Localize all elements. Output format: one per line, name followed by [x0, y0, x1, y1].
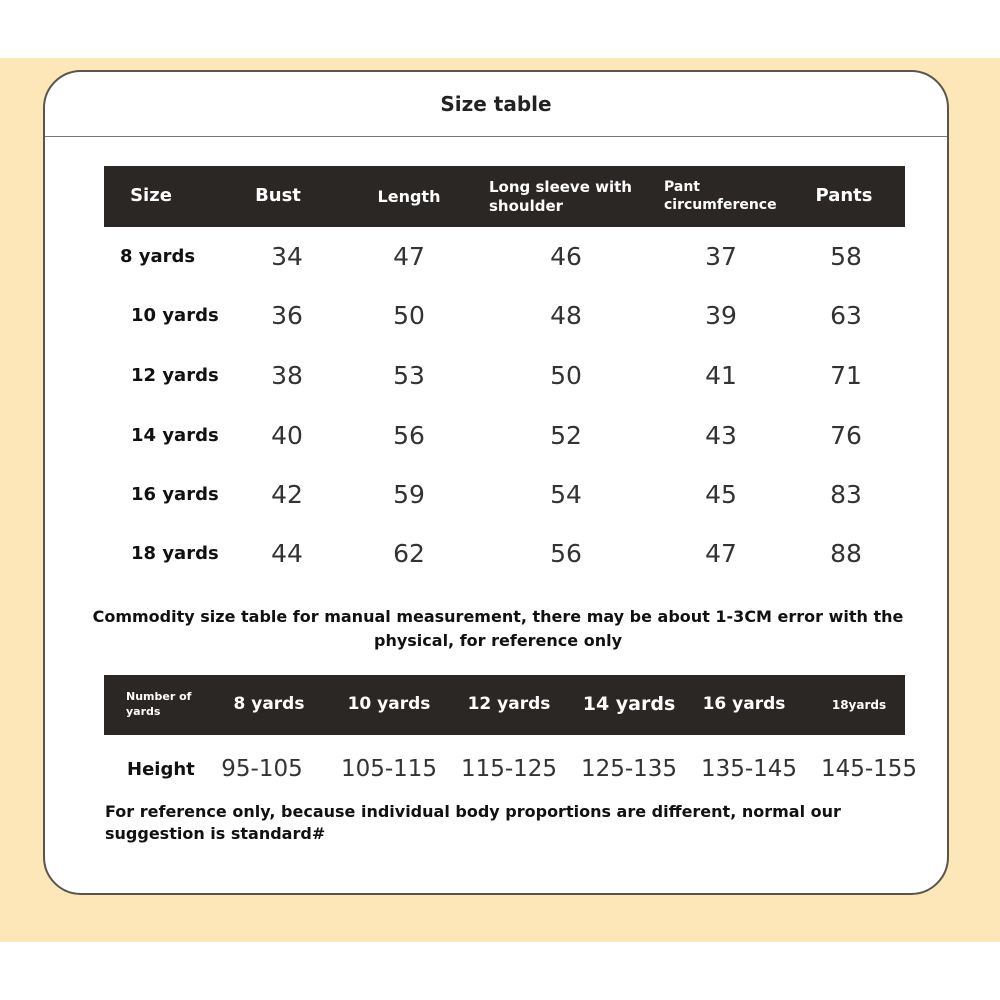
- table-row: [104, 474, 905, 514]
- cell-sleeve: 56: [550, 538, 582, 568]
- row-size-label: 8 yards: [120, 245, 196, 267]
- cell-pant-circumference: 47: [705, 538, 737, 568]
- table-row: [104, 295, 905, 335]
- cell-pants: 83: [830, 479, 862, 509]
- table-row: [104, 355, 905, 395]
- cell-bust: 36: [271, 300, 303, 330]
- reference-note: For reference only, because individual body proportions are different, normal our suggestion is standard#: [105, 802, 841, 843]
- header-pants: Pants: [815, 185, 873, 207]
- header-size: Size: [130, 185, 172, 207]
- row-size-label: 14 yards: [131, 424, 219, 446]
- header-8-yards: 8 yards: [233, 694, 305, 715]
- cell-pants: 76: [830, 420, 862, 450]
- title-divider: [45, 136, 947, 137]
- cell-sleeve: 48: [550, 300, 582, 330]
- height-table-header: [104, 675, 905, 735]
- cell-bust: 40: [271, 420, 303, 450]
- cell-length: 50: [393, 300, 425, 330]
- header-12-yards: 12 yards: [467, 694, 551, 715]
- cell-bust: 42: [271, 479, 303, 509]
- size-table-header: [104, 166, 905, 227]
- height-14-yards: 125-135: [580, 756, 678, 782]
- height-12-yards: 115-125: [460, 756, 558, 782]
- row-size-label: 18 yards: [131, 542, 219, 564]
- row-size-label: 16 yards: [131, 483, 219, 505]
- table-row: [104, 236, 905, 276]
- cell-length: 47: [393, 241, 425, 271]
- header-length: Length: [377, 186, 441, 206]
- height-8-yards: 95-105: [221, 756, 303, 782]
- header-14-yards: 14 yards: [582, 693, 676, 716]
- cell-sleeve: 54: [550, 479, 582, 509]
- row-size-label: 10 yards: [131, 304, 219, 326]
- header-pant-circumference: Pant circumference: [664, 179, 777, 213]
- table-row: [104, 415, 905, 455]
- height-18-yards: 145-155: [820, 756, 918, 782]
- height-label: Height: [127, 758, 195, 780]
- cell-sleeve: 46: [550, 241, 582, 271]
- header-bust: Bust: [255, 185, 301, 207]
- cell-sleeve: 52: [550, 420, 582, 450]
- header-16-yards: 16 yards: [702, 694, 786, 715]
- cell-pants: 58: [830, 241, 862, 271]
- header-long-sleeve: Long sleeve with shoulder: [489, 177, 632, 215]
- cell-pants: 71: [830, 360, 862, 390]
- cell-bust: 34: [271, 241, 303, 271]
- height-10-yards: 105-115: [340, 756, 438, 782]
- measurement-note: Commodity size table for manual measurement, there may be about 1-3CM error with the physical, for reference only: [92, 607, 904, 650]
- cell-pant-circumference: 39: [705, 300, 737, 330]
- header-18-yards: 18yards: [831, 697, 887, 712]
- cell-length: 53: [393, 360, 425, 390]
- header-10-yards: 10 yards: [347, 694, 431, 715]
- cell-length: 59: [393, 479, 425, 509]
- cell-pant-circumference: 43: [705, 420, 737, 450]
- cell-pant-circumference: 41: [705, 360, 737, 390]
- size-chart-card: [43, 70, 949, 895]
- header-number-of-yards: Number of yards: [126, 690, 192, 718]
- cell-pant-circumference: 37: [705, 241, 737, 271]
- cell-length: 62: [393, 538, 425, 568]
- table-row: [104, 533, 905, 573]
- height-row: [104, 747, 918, 791]
- page-title: Size table: [440, 92, 552, 116]
- cell-bust: 38: [271, 360, 303, 390]
- cell-sleeve: 50: [550, 360, 582, 390]
- cell-pant-circumference: 45: [705, 479, 737, 509]
- cell-length: 56: [393, 420, 425, 450]
- cell-pants: 88: [830, 538, 862, 568]
- height-16-yards: 135-145: [700, 756, 798, 782]
- cell-bust: 44: [271, 538, 303, 568]
- cell-pants: 63: [830, 300, 862, 330]
- row-size-label: 12 yards: [131, 364, 219, 386]
